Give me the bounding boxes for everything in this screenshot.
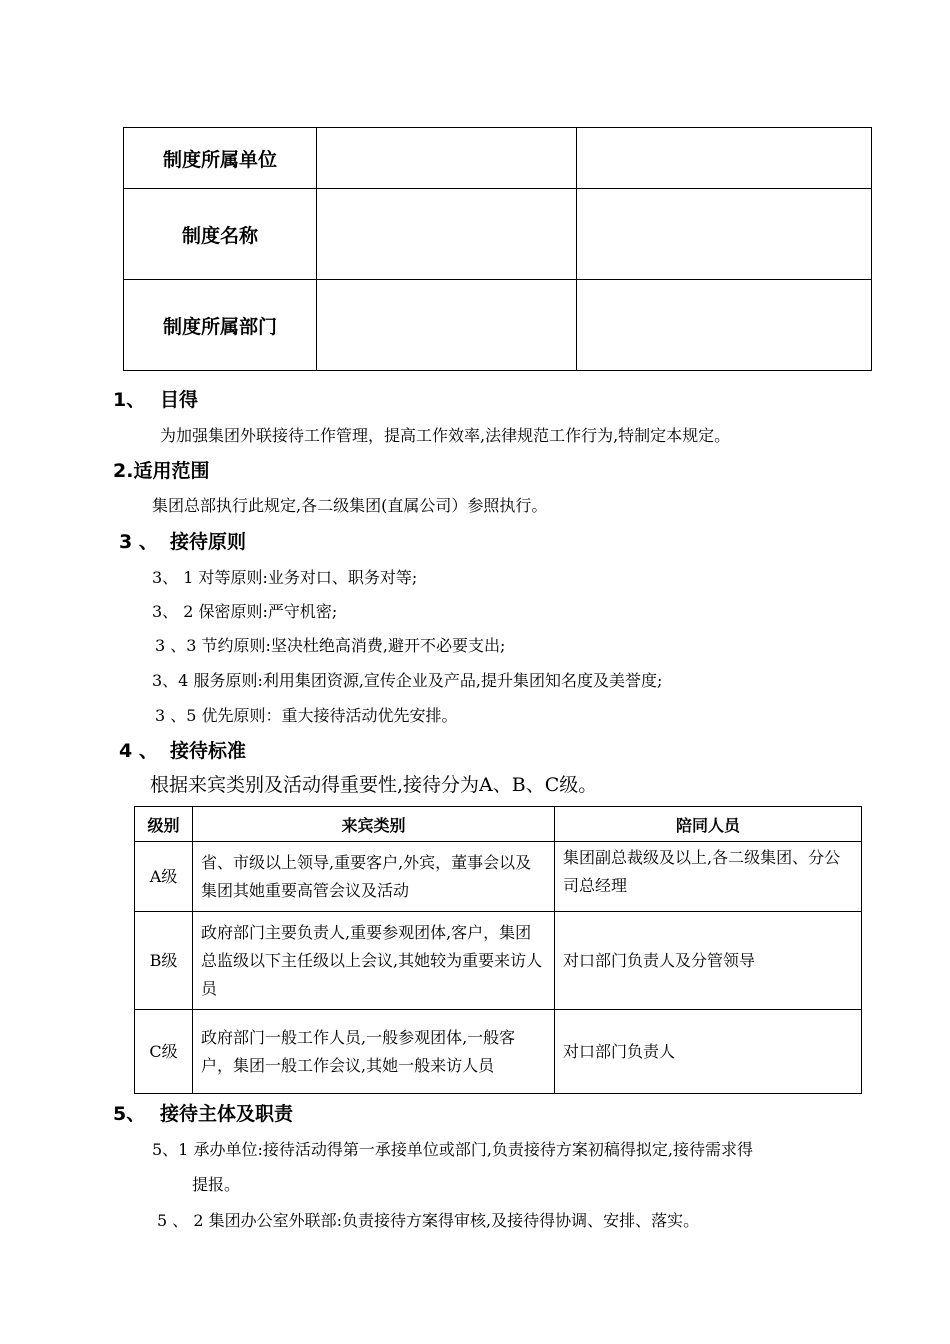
- header-info-table: [123, 127, 872, 371]
- principle-item: 3、 1 对等原则:业务对口、职务对等;: [152, 568, 418, 587]
- table-header-row: [135, 807, 862, 842]
- duty-item-line: 提报。: [192, 1175, 241, 1194]
- name-label: 制度名称: [124, 189, 317, 280]
- section-4-intro: 根据来宾类别及活动得重要性,接待分为A、B、C级。: [150, 774, 598, 796]
- unit-label: 制度所属单位: [124, 128, 317, 189]
- section-5-title: 接待主体及职责: [160, 1103, 294, 1125]
- principle-item: 3 、5 优先原则：重大接待活动优先安排。: [155, 706, 458, 725]
- table-row: [124, 280, 872, 371]
- column-header-level: 级别: [135, 807, 193, 842]
- section-3-number: 3 、: [119, 531, 158, 553]
- guest-type-cell: 政府部门主要负责人,重要参观团体,客户，集团总监级以下主任级以上会议,其她较为重要来访人员: [193, 912, 555, 1010]
- section-1-title: 目得: [160, 389, 199, 411]
- column-header-staff: 陪同人员: [555, 807, 862, 842]
- guest-type-cell: 政府部门一般工作人员,一般参观团体,一般客户，集团一般工作会议,其她一般来访人员: [193, 1010, 555, 1094]
- table-row: [135, 912, 862, 1010]
- section-2-body: 集团总部执行此规定,各二级集团(直属公司）参照执行。: [152, 496, 548, 515]
- table-row: [135, 1010, 862, 1094]
- table-row: [124, 189, 872, 280]
- table-row: [124, 128, 872, 189]
- duty-item-line: 5、1 承办单位:接待活动得第一承接单位或部门,负责接待方案初稿得拟定,接待需求得: [152, 1140, 754, 1159]
- level-cell: A级: [135, 842, 193, 912]
- duty-item: 5 、 2 集团办公室外联部:负责接待方案得审核,及接待得协调、安排、落实。: [157, 1211, 700, 1230]
- section-3-title: 接待原则: [170, 531, 247, 553]
- principle-item: 3 、3 节约原则:坚决杜绝高消费,避开不必要支出;: [155, 636, 506, 655]
- unit-value-cell[interactable]: [317, 128, 577, 189]
- accompany-staff-cell: 集团副总裁级及以上,各二级集团、分公司总经理: [555, 842, 862, 912]
- accompany-staff-cell: 对口部门负责人: [555, 1010, 862, 1094]
- section-1-body: 为加强集团外联接待工作管理，提高工作效率,法律规范工作行为,特制定本规定。: [160, 426, 731, 445]
- section-2-title: 2.适用范围: [113, 460, 210, 482]
- guest-type-cell: 省、市级以上领导,重要客户,外宾，董事会以及集团其她重要高管会议及活动: [193, 842, 555, 912]
- accompany-staff-cell: 对口部门负责人及分管领导: [555, 912, 862, 1010]
- section-4-number: 4 、: [119, 740, 158, 762]
- principle-item: 3、 2 保密原则:严守机密;: [152, 602, 338, 621]
- level-cell: C级: [135, 1010, 193, 1094]
- name-value-cell[interactable]: [317, 189, 577, 280]
- department-extra-cell[interactable]: [577, 280, 872, 371]
- column-header-guests: 来宾类别: [193, 807, 555, 842]
- principle-item: 3、4 服务原则:利用集团资源,宣传企业及产品,提升集团知名度及美誉度;: [152, 671, 663, 690]
- section-5-number: 5、: [113, 1103, 146, 1125]
- name-extra-cell[interactable]: [577, 189, 872, 280]
- unit-extra-cell[interactable]: [577, 128, 872, 189]
- section-4-title: 接待标准: [170, 740, 247, 762]
- department-value-cell[interactable]: [317, 280, 577, 371]
- department-label: 制度所属部门: [124, 280, 317, 371]
- reception-standard-table: [134, 806, 862, 1094]
- level-cell: B级: [135, 912, 193, 1010]
- table-row: [135, 842, 862, 912]
- section-1-number: 1、: [113, 389, 146, 411]
